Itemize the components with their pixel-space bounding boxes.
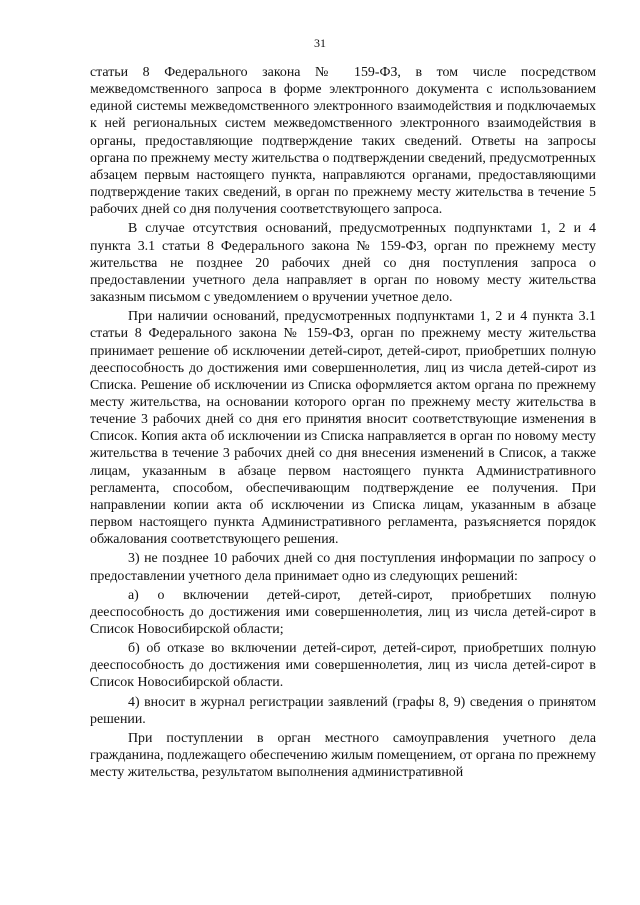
paragraph-grounds-exclusion: При наличии оснований, предусмотренных подпунктами 1, 2 и 4 пункта 3.1 статьи 8 Федерального закона № 159-ФЗ, орган по прежнему месту жительства принимает решение об исключении детей-сирот, детей-сирот, приобретших полную дееспособность до достижения ими совершеннолетия, лиц из числа детей-сирот из Списка. Решение об исключении из Списка оформляется актом органа по прежнему месту жительства, на основании которого орган по прежнему месту жительства в течение 3 рабочих дней со дня его принятия вносит соответствующие изменения в Список. Копия акта об исключении из Списка направляется в орган по новому месту жительства в течение 3 рабочих дней со дня внесения изменений в Список, а также лицам, указанным в абзаце первом настоящего пункта Административного регламента, способом, обеспечивающим подтверждение ее получения. При направлении копии акта об исключении из Списка лицам, указанным в абзаце первом настоящего пункта Административного регламента, разъясняется порядок обжалования соответствующего решения. [90,309,596,548]
page-number: 31 [314,36,326,50]
paragraph-item-3b: б) об отказе во включении детей-сирот, детей-сирот, приобретших полную дееспособность до достижения ими совершеннолетия, лиц из числа детей-сирот в Список Новосибирской области. [90,641,596,691]
paragraph-item-3a: а) о включении детей-сирот, детей-сирот, приобретших полную дееспособность до достижения ими совершеннолетия, лиц из числа детей-сирот в Список Новосибирской области; [90,587,596,637]
paragraph-no-grounds: В случае отсутствия оснований, предусмотренных подпунктами 1, 2 и 4 пункта 3.1 статьи 8 Федерального закона № 159-ФЗ, орган по прежнему месту жительства не позднее 20 рабочих дней со дня поступления запроса о предоставлении учетного дела направляет в орган по новому месту жительства заказным письмом с уведомлением о вручении учетное дело. [90,221,596,306]
paragraph-item-3: 3) не позднее 10 рабочих дней со дня поступления информации по запросу о предоставлении учетного дела принимает одно из следующих решений: [90,551,596,584]
paragraph-receipt: При поступлении в орган местного самоуправления учетного дела гражданина, подлежащего обеспечению жилым помещением, от органа по прежнему месту жительства, результатом выполнения административной [90,730,596,781]
paragraph-item-4: 4) вносит в журнал регистрации заявлений (графы 8, 9) сведения о принятом решении. [90,694,596,727]
paragraph-continuation: статьи 8 Федерального закона № 159-ФЗ, в том числе посредством межведомственного запроса в форме электронного документа с использованием единой системы межведомственного электронного взаимодействия и подключаемых к ней региональных систем межведомственного электронного взаимодействия в органы, предоставляющие подтверждение таких сведений. Ответы на запросы органа по прежнему месту жительства о подтверждении сведений, предусмотренных абзацем первым настоящего пункта, направляются органами, предоставляющими подтверждение таких сведений, в орган по прежнему месту жительства в течение 5 рабочих дней со дня получения соответствующего запроса. [90,65,596,218]
document-body [90,64,596,783]
